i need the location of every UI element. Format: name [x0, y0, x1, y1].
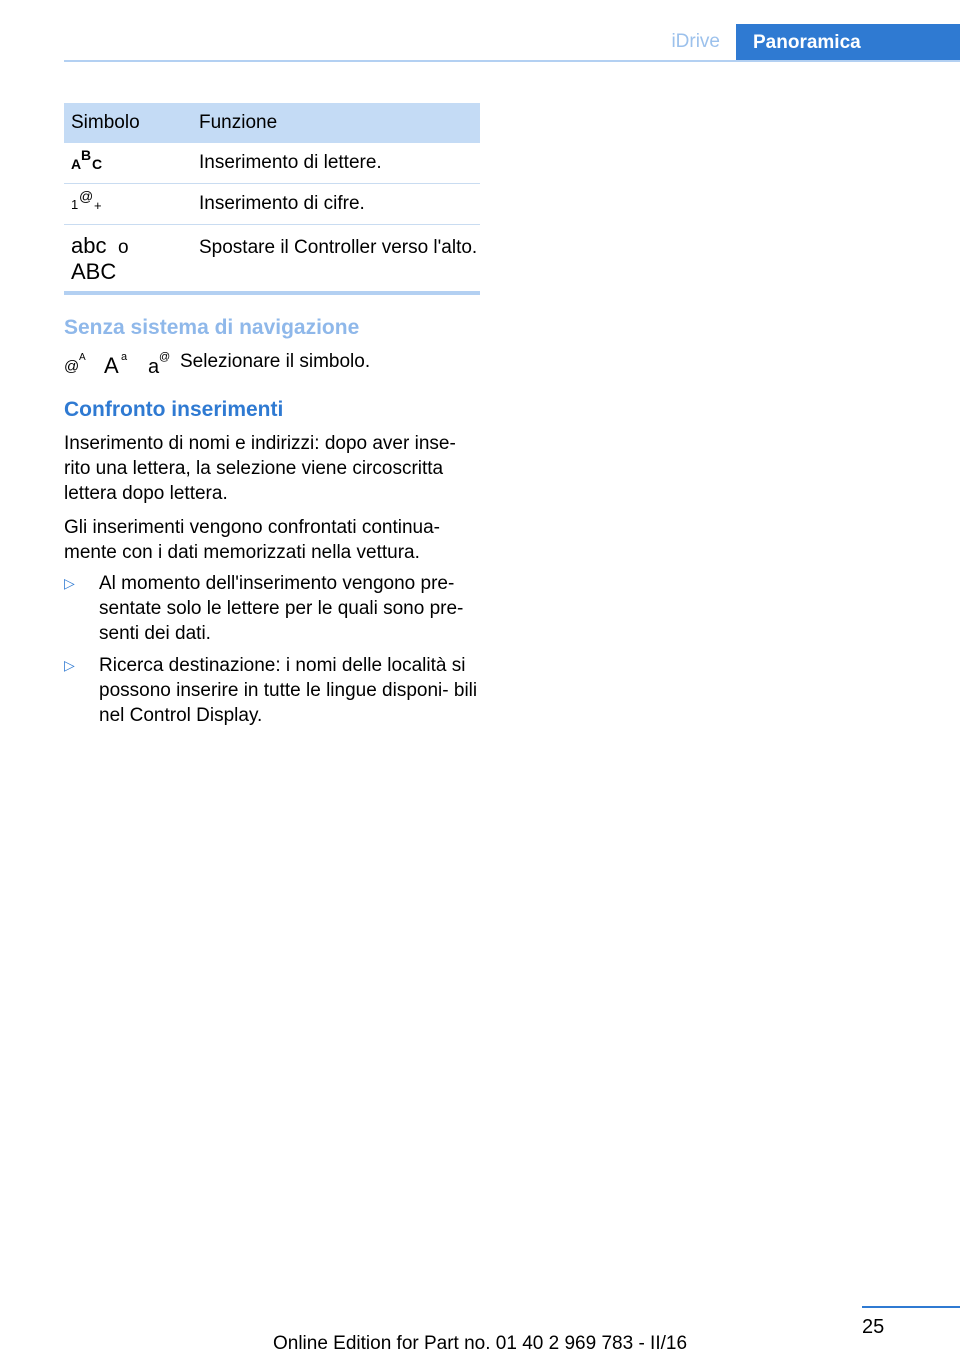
header-rule — [64, 60, 960, 62]
a-at-icon — [146, 349, 172, 375]
compare-paragraph-2: Gli inserimenti vengono confrontati continua‐ mente con i dati memorizzati nella vettura. — [64, 517, 440, 563]
nav-section-heading: Senza sistema di navigazione — [64, 316, 360, 339]
table-row — [64, 225, 480, 291]
footer-rule — [862, 1306, 960, 1308]
table-cell-function: Spostare il Controller verso l'alto. — [199, 237, 478, 258]
digits-symbols-icon — [71, 189, 105, 213]
table-row — [64, 143, 480, 184]
nav-symbol-text: Selezionare il simbolo. — [180, 351, 371, 372]
svg-text:a: a — [121, 351, 128, 363]
A-a-icon — [104, 349, 132, 375]
svg-text:A: A — [79, 352, 86, 363]
list-item — [64, 653, 484, 728]
svg-text:1: 1 — [71, 197, 79, 212]
list-item-text: Ricerca destinazione: i nomi delle località si possono inserire in tutte le lingue disponi‐ bili nel Control Display. — [99, 655, 478, 726]
svg-text:+: + — [94, 198, 102, 213]
svg-text:A: A — [71, 156, 82, 172]
svg-text:A: A — [104, 353, 119, 375]
header-section-label: iDrive — [671, 31, 720, 52]
svg-text:B: B — [81, 148, 92, 163]
at-A-icon — [64, 349, 90, 375]
table-bottom-rule — [64, 291, 480, 295]
table-header-function: Funzione — [199, 112, 278, 133]
compare-paragraph-1: Inserimento di nomi e indirizzi: dopo aver inse‐ rito una lettera, la selezione viene circoscritta lettera dopo lettera. — [64, 433, 456, 504]
svg-text:@: @ — [64, 358, 80, 375]
triangle-bullet-icon: ▷ — [64, 657, 75, 673]
edition-note — [0, 1333, 960, 1355]
triangle-bullet-icon: ▷ — [64, 575, 75, 591]
page-number: 25 — [862, 1316, 885, 1338]
table-row — [64, 184, 480, 225]
svg-text:@: @ — [79, 189, 94, 204]
case-switch-connector: o — [118, 237, 129, 258]
nav-symbol-row — [64, 347, 370, 377]
svg-text:@: @ — [159, 351, 171, 363]
list-item — [64, 571, 484, 646]
edition-text: Online Edition for Part no. 01 40 2 969 783 - II/16 — [272, 1333, 688, 1354]
compare-section-heading: Confronto inserimenti — [64, 398, 284, 421]
letters-abc-icon — [71, 148, 105, 172]
svg-text:a: a — [148, 356, 160, 375]
table-header-row — [64, 103, 480, 143]
svg-text:abc: abc — [71, 235, 107, 258]
table-cell-function: Inserimento di lettere. — [199, 152, 382, 173]
symbol-table — [64, 103, 480, 295]
table-cell-function: Inserimento di cifre. — [199, 193, 365, 214]
svg-text:C: C — [92, 156, 103, 172]
case-switch-icon — [71, 235, 125, 283]
svg-text:ABC: ABC — [71, 259, 117, 283]
header-chapter-tab: Panoramica — [736, 24, 960, 62]
list-item-text: Al momento dell'inserimento vengono pre‐ sentate solo le lettere per le quali sono pre‐ senti dei dati. — [99, 573, 464, 644]
table-header-symbol: Simbolo — [71, 112, 140, 133]
